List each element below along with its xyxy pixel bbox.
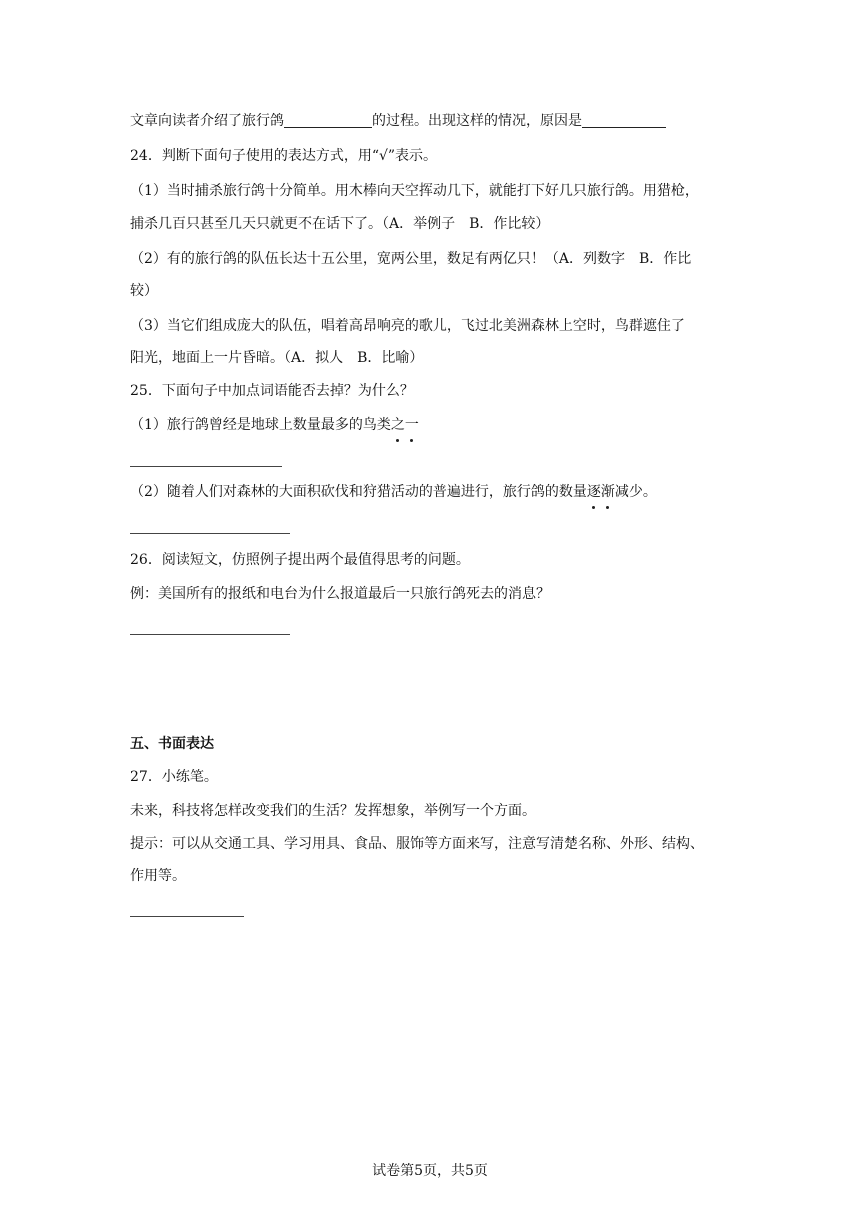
q25-item1-text: （1）旅行鸽曾经是地球上数量最多的鸟类 xyxy=(130,417,391,433)
q25-item1 xyxy=(130,415,419,435)
q24-item3-line1: （3）当它们组成庞大的队伍，唱着高昂响亮的歌儿，飞过北美洲森林上空时，鸟群遮住了 xyxy=(130,318,685,334)
q27-hint-line1: 提示：可以从交通工具、学习用具、食品、服饰等方面来写，注意写清楚名称、外形、结构、 xyxy=(130,836,704,852)
q26-title: 26．阅读短文，仿照例子提出两个最值得思考的问题。 xyxy=(130,552,470,568)
q24-item3-line2: 阳光，地面上一片昏暗。（A．拟人 B．比喻） xyxy=(130,350,424,366)
answer-blank[interactable] xyxy=(284,112,372,128)
q27-prompt: 未来，科技将怎样改变我们的生活？发挥想象，举例写一个方面。 xyxy=(130,803,536,819)
answer-blank[interactable] xyxy=(582,112,666,128)
q25-item2 xyxy=(130,482,657,502)
dotted-word-char: 渐 xyxy=(600,484,615,500)
dotted-word-char: 之 xyxy=(390,417,405,433)
answer-line[interactable] xyxy=(130,533,290,534)
q27-title: 27．小练笔。 xyxy=(130,769,218,785)
q24-title: 24．判断下面句子使用的表达方式，用“√”表示。 xyxy=(130,148,438,164)
q25-title: 25．下面句子中加点词语能否去掉？为什么？ xyxy=(130,383,414,399)
q25-item2-text-b: 减少。 xyxy=(614,484,657,500)
dotted-word-char: 逐 xyxy=(586,484,601,500)
q24-item1-line2: 捕杀几百只甚至几天只就更不在话下了。（A．举例子 B．作比较） xyxy=(130,216,550,232)
q27-hint-line2: 作用等。 xyxy=(130,868,186,884)
answer-line[interactable] xyxy=(130,634,290,635)
answer-line[interactable] xyxy=(130,916,244,917)
q25-item2-text-a: （2）随着人们对森林的大面积砍伐和狩猎活动的普遍进行，旅行鸽的数量 xyxy=(130,484,587,500)
q23-continuation xyxy=(130,111,666,131)
q24-item2-line1: （2）有的旅行鸽的队伍长达十五公里，宽两公里，数足有两亿只！（A．列数字 B．作比 xyxy=(130,251,692,267)
page-footer: 试卷第5页，共5页 xyxy=(372,1163,488,1179)
answer-line[interactable] xyxy=(130,466,282,467)
q23-text-a: 文章向读者介绍了旅行鸽 xyxy=(130,113,284,129)
q26-example: 例：美国所有的报纸和电台为什么报道最后一只旅行鸽死去的消息？ xyxy=(130,586,550,602)
section-five-heading: 五、书面表达 xyxy=(130,736,214,752)
q24-item1-line1: （1）当时捕杀旅行鸽十分简单。用木棒向天空挥动几下，就能打下好几只旅行鸽。用猎枪， xyxy=(130,183,699,199)
q23-text-b: 的过程。出现这样的情况，原因是 xyxy=(372,113,582,129)
q24-item2-line2: 较） xyxy=(130,283,158,299)
dotted-word-char: 一 xyxy=(404,417,419,433)
